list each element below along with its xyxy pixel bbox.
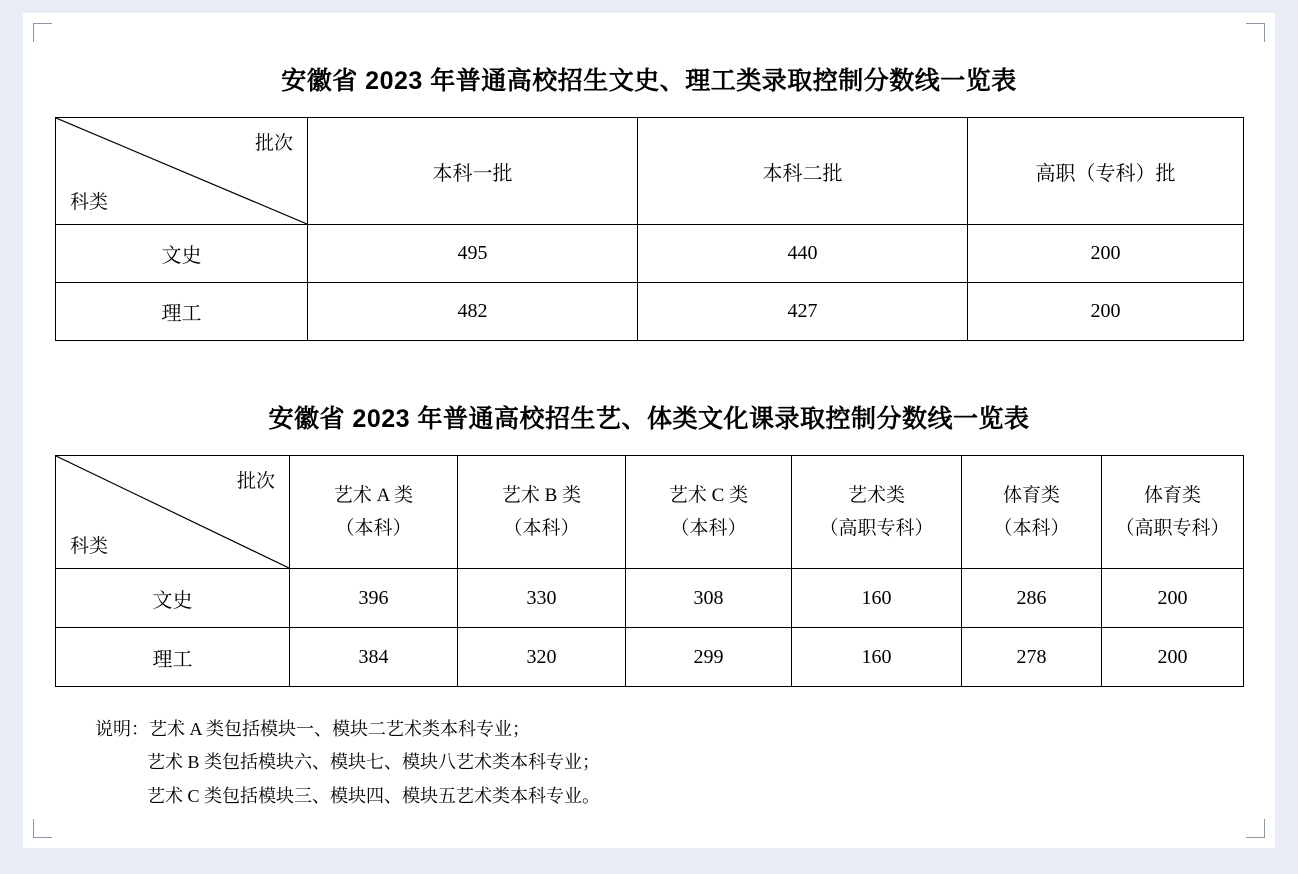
column-header xyxy=(626,456,792,569)
corner-label-category: 科类 xyxy=(70,536,109,557)
table-row xyxy=(56,225,1244,283)
score-cell: 427 xyxy=(638,283,968,341)
column-header xyxy=(962,456,1102,569)
row-label: 文史 xyxy=(56,225,308,283)
crop-mark-bottom-right xyxy=(1246,819,1265,838)
score-cell: 482 xyxy=(308,283,638,341)
notes-section xyxy=(95,713,1243,813)
corner-header-cell xyxy=(56,456,290,569)
column-header-line2: （本科） xyxy=(993,518,1070,539)
score-cell: 200 xyxy=(968,283,1244,341)
crop-mark-bottom-left xyxy=(33,819,52,838)
document-content xyxy=(55,43,1243,813)
row-label: 理工 xyxy=(56,628,290,687)
table2-title: 安徽省 2023 年普通高校招生艺、体类文化课录取控制分数线一览表 xyxy=(268,405,1030,433)
score-cell: 200 xyxy=(968,225,1244,283)
column-header-line1: 体育类 xyxy=(1143,484,1201,506)
score-cell: 286 xyxy=(962,569,1102,628)
column-header-line1: 艺术 C 类 xyxy=(668,484,749,506)
score-cell: 396 xyxy=(290,569,458,628)
column-header xyxy=(792,456,962,569)
table-row xyxy=(56,569,1244,628)
column-header-line2: （本科） xyxy=(503,518,580,539)
score-cell: 160 xyxy=(792,628,962,687)
column-header-line1: 艺术类 xyxy=(847,484,905,506)
column-header: 本科一批 xyxy=(308,118,638,225)
corner-header-cell xyxy=(56,118,308,225)
score-cell: 308 xyxy=(626,569,792,628)
column-header-line2: （高职专科） xyxy=(819,518,934,539)
column-header: 本科二批 xyxy=(638,118,968,225)
column-header-line2: （高职专科） xyxy=(1115,518,1230,539)
corner-label-category: 科类 xyxy=(70,192,109,213)
score-cell: 160 xyxy=(792,569,962,628)
row-label: 理工 xyxy=(56,283,308,341)
crop-mark-top-right xyxy=(1246,23,1265,42)
column-header: 高职（专科）批 xyxy=(968,118,1244,225)
table-row xyxy=(56,283,1244,341)
score-table-arts-sports xyxy=(55,455,1244,687)
note-line: 说明：艺术 A 类包括模块一、模块二艺术类本科专业； xyxy=(95,719,531,739)
score-cell: 495 xyxy=(308,225,638,283)
column-header-line2: （本科） xyxy=(670,518,747,539)
corner-label-batch: 批次 xyxy=(254,133,293,154)
score-cell: 320 xyxy=(458,628,626,687)
column-header xyxy=(1102,456,1244,569)
column-header-line1: 体育类 xyxy=(1002,484,1060,506)
table-header-row xyxy=(56,456,1244,569)
score-cell: 200 xyxy=(1102,569,1244,628)
score-cell: 278 xyxy=(962,628,1102,687)
column-header xyxy=(290,456,458,569)
column-header-line2: （本科） xyxy=(335,518,412,539)
note-line: 艺术 C 类包括模块三、模块四、模块五艺术类本科专业。 xyxy=(147,785,601,806)
crop-mark-top-left xyxy=(33,23,52,42)
score-table-academic xyxy=(55,117,1244,341)
column-header-line1: 艺术 A 类 xyxy=(333,484,414,506)
table-header-row xyxy=(56,118,1244,225)
score-cell: 440 xyxy=(638,225,968,283)
table1-title: 安徽省 2023 年普通高校招生文史、理工类录取控制分数线一览表 xyxy=(281,67,1017,95)
score-cell: 384 xyxy=(290,628,458,687)
table-row xyxy=(56,628,1244,687)
score-cell: 330 xyxy=(458,569,626,628)
score-cell: 200 xyxy=(1102,628,1244,687)
column-header xyxy=(458,456,626,569)
row-label: 文史 xyxy=(56,569,290,628)
column-header-line1: 艺术 B 类 xyxy=(501,484,582,506)
document-page xyxy=(23,13,1275,848)
corner-label-batch: 批次 xyxy=(236,471,275,492)
score-cell: 299 xyxy=(626,628,792,687)
note-line: 艺术 B 类包括模块六、模块七、模块八艺术类本科专业； xyxy=(147,752,601,773)
